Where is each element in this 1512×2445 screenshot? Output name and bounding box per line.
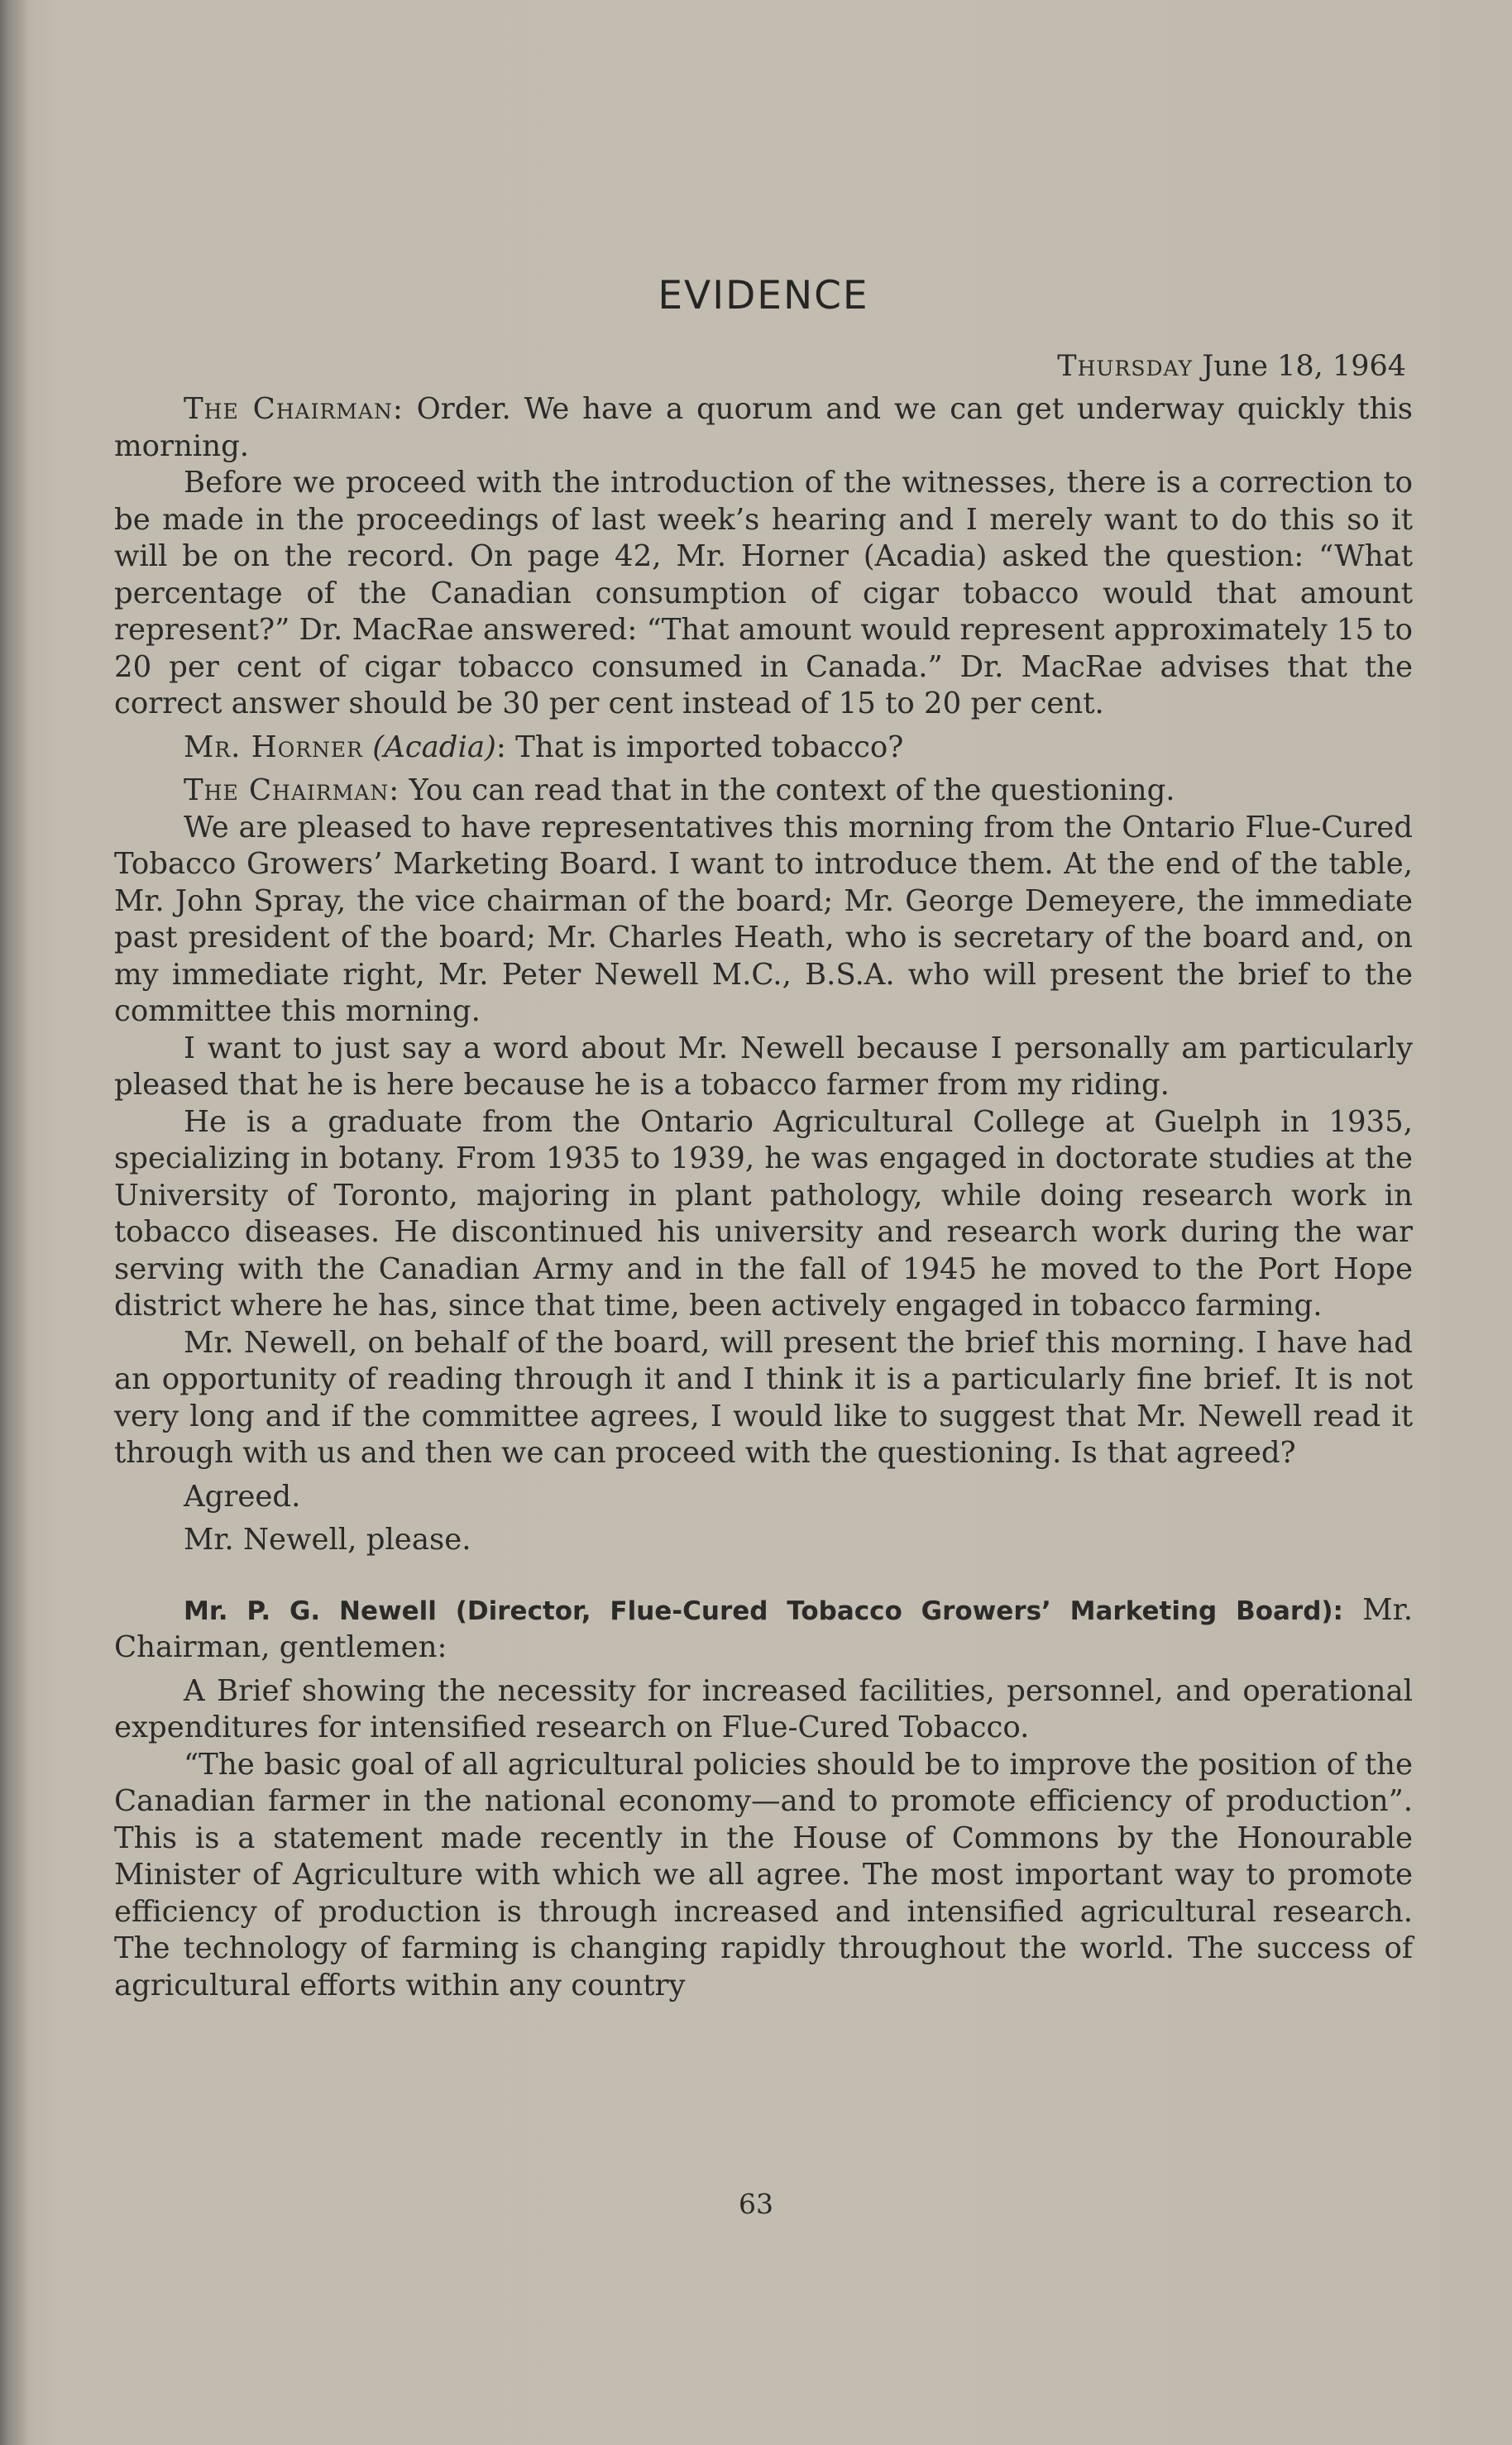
paragraph-newell-biography: He is a graduate from the Ontario Agricultural College at Guelph in 1935, specializing in botany. From 1935 to 1939, he was engaged in doctorate studies at the University of Toronto, majoring in plant pathology, while doing research work in tobacco diseases. He discontinued his university and research work during the war serving with the Canadian Army and in the fall of 1945 he moved to the Port Hope district where he has, since that time, been actively engaged in tobacco farming. [114, 1104, 1413, 1323]
paragraph-brief-proposal: Mr. Newell, on behalf of the board, will present the brief this morning. I have had an opportunity of reading through it and I think it is a particularly fine brief. It is not very long and if the committee agrees, I would like to suggest that Mr. Newell read it through with us and then we can proceed with the questioning. Is that agreed? [114, 1325, 1413, 1470]
paragraph-text: You can read that in the context of the questioning. [409, 773, 1175, 807]
paragraph-brief-title: A Brief showing the necessity for increased facilities, personnel, and operational expenditures for intensified research on Flue-Cured Tobacco. [114, 1673, 1413, 1744]
speaker-label: The Chairman: [184, 773, 400, 807]
witness-label: Mr. P. G. Newell (Director, Flue-Cured Tobacco Growers’ Marketing Board): [184, 1596, 1343, 1626]
speaker-label: Mr. Horner [184, 730, 363, 764]
paragraph-newell-please: Mr. Newell, please. [184, 1523, 471, 1557]
page-number: 63 [739, 2188, 773, 2220]
paragraph-newell-note: I want to just say a word about Mr. Newell because I personally am particularly pleased that he is here because he is a tobacco farmer from my riding. [114, 1031, 1413, 1102]
constituency-label: (Acadia) [372, 730, 496, 764]
paragraph-introductions: We are pleased to have representatives this morning from the Ontario Flue-Cured Tobacco Growers’ Marketing Board. I want to introduce them. At the end of the table, Mr. John Spray, the vice chairman of the board; Mr. George Demeyere, the immediate past president of the board; Mr. Charles Heath, who is secretary of the board and, on my immediate right, Mr. Peter Newell M.C., B.S.A. who will present the brief to the committee this morning. [114, 810, 1413, 1028]
hearing-date [114, 350, 1413, 383]
paragraph-text: Mr. Chairman, gentlemen: [114, 1592, 1413, 1664]
paragraph-text: : That is imported tobacco? [495, 730, 904, 764]
page-title: EVIDENCE [658, 273, 869, 318]
speaker-label: The Chairman: [184, 392, 404, 426]
hearing-date-text: June 18, 1964 [1202, 350, 1406, 383]
paragraph-newell-testimony [114, 1592, 1413, 1667]
paragraph-chairman-reply [114, 773, 1413, 810]
paragraph-horner-question [114, 730, 1413, 767]
page-content [114, 273, 1413, 2004]
hearing-day: Thursday [1057, 350, 1194, 383]
paragraph-chairman-opening [114, 391, 1413, 465]
paragraph-correction: Before we proceed with the introduction of the witnesses, there is a correction to be made in the proceedings of last week’s hearing and I merely want to do this so it will be on the record. On page 42, Mr. Horner (Acadia) asked the question: “What percentage of the Canadian consumption of cigar tobacco would that amount represent?” Dr. MacRae answered: “That amount would represent approximately 15 to 20 per cent of cigar tobacco consumed in Canada.” Dr. MacRae advises that the correct answer should be 30 per cent instead of 15 to 20 per cent. [114, 466, 1414, 720]
binding-edge [0, 0, 28, 2445]
paragraph-agreed: Agreed. [184, 1479, 301, 1514]
paragraph-brief-body: “The basic goal of all agricultural policies should be to improve the position of the Canadian farmer in the national economy—and to promote efficiency of production”. This is a statement made recently in the House of Commons by the Honourable Minister of Agriculture with which we all agree. The most important way to promote efficiency of production is through increased and intensified agricultural research. The technology of farming is changing rapidly throughout the world. The success of agricultural efforts within any country [114, 1747, 1413, 2002]
paragraph-text: Order. We have a quorum and we can get underway quickly this morning. [114, 392, 1414, 463]
